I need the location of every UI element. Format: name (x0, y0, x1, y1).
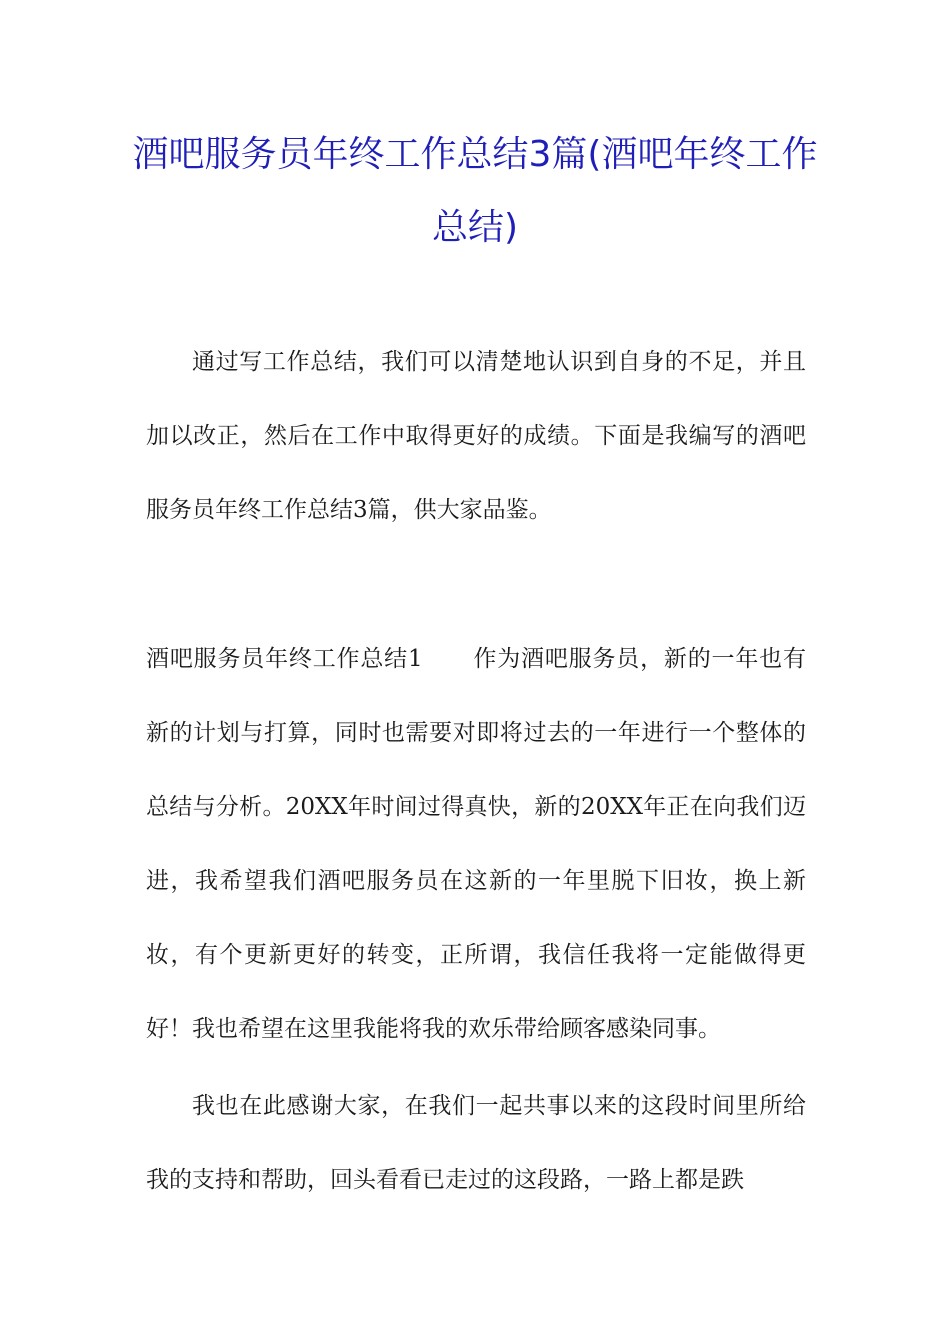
section-1-heading: 酒吧服务员年终工作总结1 (146, 646, 423, 672)
thanks-paragraph: 我也在此感谢大家，在我们一起共事以来的这段时间里所给我的支持和帮助，回头看看已走过的这段路，一路上都是跌 (146, 1093, 806, 1193)
document-title: 酒吧服务员年终工作总结3篇(酒吧年终工作总结) (132, 134, 818, 248)
section-1-paragraph (146, 622, 806, 1066)
section-1-body: 作为酒吧服务员，新的一年也有新的计划与打算，同时也需要对即将过去的一年进行一个整体的总结与分析。20XX年时间过得真快，新的20XX年正在向我们迈进，我希望我们酒吧服务员在这新的一年里脱下旧妆，换上新妆，有个更新更好的转变，正所谓，我信任我将一定能做得更好！我也希望在这里我能将我的欢乐带给顾客感染同事。 (146, 646, 806, 1042)
intro-paragraph: 通过写工作总结，我们可以清楚地认识到自身的不足，并且加以改正，然后在工作中取得更好的成绩。下面是我编写的酒吧服务员年终工作总结3篇，供大家品鉴。 (146, 349, 806, 523)
